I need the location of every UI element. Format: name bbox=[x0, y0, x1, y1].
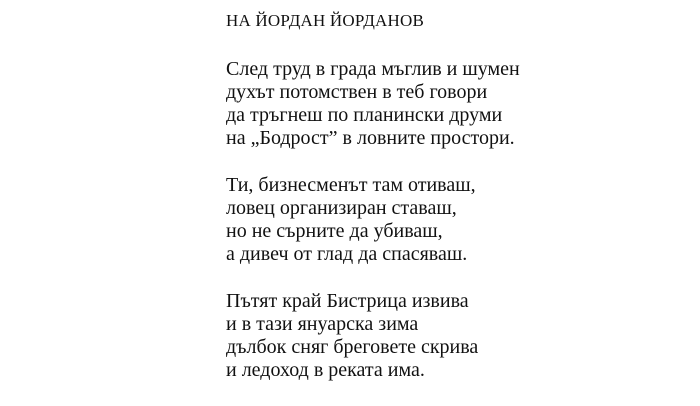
poem-line: но не сърните да убиваш, bbox=[226, 220, 443, 242]
poem-line: След труд в града мъглив и шумен bbox=[226, 58, 520, 80]
stanza-1 bbox=[226, 58, 686, 150]
poem-title: НА ЙОРДАН ЙОРДАНОВ bbox=[226, 11, 425, 30]
stanza-3 bbox=[226, 290, 686, 382]
stanza-2 bbox=[226, 174, 686, 266]
poem-line: Ти, бизнесменът там отиваш, bbox=[226, 174, 476, 196]
poem bbox=[226, 10, 686, 406]
poem-line: и ледоход в реката има. bbox=[226, 359, 425, 381]
poem-line: на „Бодрост” в ловните простори. bbox=[226, 127, 515, 149]
poem-line: а дивеч от глад да спасяваш. bbox=[226, 243, 468, 265]
poem-line: да тръгнеш по планински друми bbox=[226, 104, 503, 126]
poem-line: духът потомствен в теб говори bbox=[226, 81, 488, 103]
poem-line: ловец организиран ставаш, bbox=[226, 197, 457, 219]
poem-line: и в тази януарска зима bbox=[226, 313, 419, 335]
poem-line: дълбок сняг бреговете скрива bbox=[226, 336, 479, 358]
poem-line: Пътят край Бистрица извива bbox=[226, 290, 469, 312]
